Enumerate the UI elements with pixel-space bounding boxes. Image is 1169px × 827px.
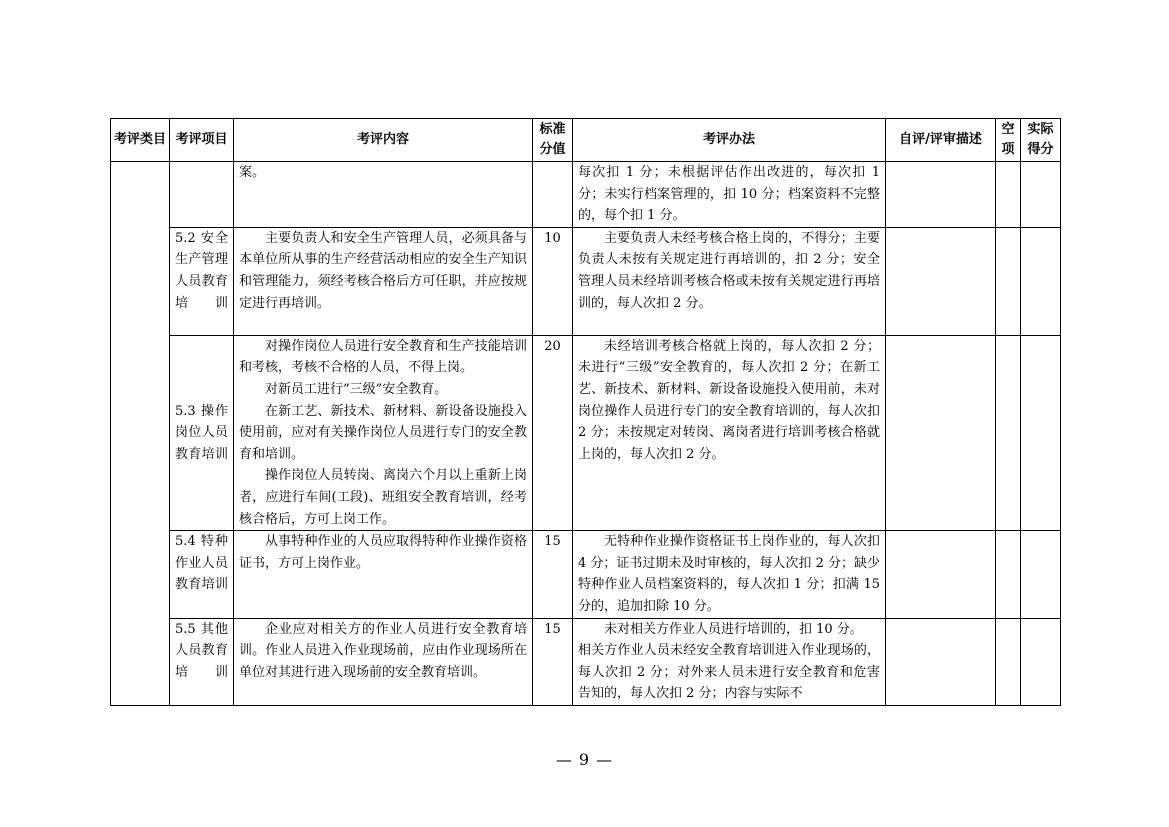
col-header-category: 考评类目 — [111, 119, 170, 162]
self-eval-cell[interactable] — [886, 618, 996, 705]
method-paragraph: 未经培训考核合格就上岗的，每人次扣 2 分；未进行“三级”安全教育的，每人次扣 2 分；在新工艺、新技术、新材料、新设备设施投入使用前，未对岗位操作人员进行专门的安全教育培训的，每人次扣 2 分；未按规定对转岗、离岗者进行培训考核合格就上岗的，每人次扣 2 分。 — [578, 338, 880, 462]
actual-score-cell[interactable] — [1021, 531, 1061, 618]
content-paragraph: 对新员工进行“三级”安全教育。 — [265, 381, 448, 397]
item-cell: 5.2 安全生产管理人员教育培训 — [170, 227, 234, 335]
item-cell: 5.5 其他人员教育培训 — [170, 618, 234, 705]
score-cell: 10 — [533, 227, 573, 335]
score-cell: 15 — [533, 618, 573, 705]
method-paragraph: 相关方作业人员未经安全教育培训进入作业现场的，每人次扣 2 分；对外来人员未进行安全教育和危害告知的，每人次扣 2 分；内容与实际不 — [578, 643, 880, 702]
content-cell — [234, 618, 533, 705]
method-clip — [578, 619, 880, 705]
actual-score-cell[interactable] — [1021, 335, 1061, 530]
col-header-score: 标准分值 — [533, 119, 573, 162]
category-cell — [111, 162, 170, 706]
actual-score-cell[interactable] — [1021, 162, 1061, 228]
blank-cell[interactable] — [996, 531, 1021, 618]
blank-cell[interactable] — [996, 227, 1021, 335]
table-row — [111, 227, 1061, 335]
method-paragraph: 未对相关方作业人员进行培训的，扣 10 分。 — [604, 621, 863, 637]
blank-cell[interactable] — [996, 618, 1021, 705]
item-cell — [170, 162, 234, 228]
content-cell — [234, 162, 533, 228]
content-cell — [234, 227, 533, 335]
blank-cell[interactable] — [996, 162, 1021, 228]
item-cell: 5.3 操作岗位人员教育培训 — [170, 335, 234, 530]
self-eval-cell[interactable] — [886, 162, 996, 228]
method-cell — [573, 531, 886, 618]
method-cell — [573, 162, 886, 228]
content-paragraph: 案。 — [239, 165, 266, 180]
table-row — [111, 618, 1061, 705]
method-cell — [573, 227, 886, 335]
method-cell — [573, 618, 886, 705]
method-paragraph: 每次扣 1 分；未根据评估作出改进的，每次扣 1 分；未实行档案管理的，扣 10 分；档案资料不完整的，每个扣 1 分。 — [578, 165, 880, 224]
content-cell — [234, 335, 533, 530]
score-cell: 20 — [533, 335, 573, 530]
score-cell: 15 — [533, 531, 573, 618]
col-header-actual: 实际得分 — [1021, 119, 1061, 162]
self-eval-cell[interactable] — [886, 335, 996, 530]
content-paragraph: 从事特种作业的人员应取得特种作业操作资格证书，方可上岗作业。 — [239, 534, 527, 571]
blank-cell[interactable] — [996, 335, 1021, 530]
content-paragraph: 对操作岗位人员进行安全教育和生产技能培训和考核，考核不合格的人员，不得上岗。 — [239, 338, 527, 376]
method-paragraph: 无特种作业操作资格证书上岗作业的，每人次扣 4 分；证书过期未及时审核的，每人次扣 2 分；缺少特种作业人员档案资料的，每人次扣 1 分；扣满 15 分的，追加扣除 10 分。 — [578, 534, 880, 614]
content-paragraph: 企业应对相关方的作业人员进行安全教育培训。作业人员进入作业现场前，应由作业现场所在单位对其进行进入现场前的安全教育培训。 — [239, 621, 527, 680]
self-eval-cell[interactable] — [886, 531, 996, 618]
score-cell — [533, 162, 573, 228]
method-paragraph: 主要负责人未经考核合格上岗的，不得分；主要负责人未按有关规定进行再培训的，扣 2 分；安全管理人员未经培训考核合格或未按有关规定进行再培训的，每人次扣 2 分。 — [578, 230, 880, 311]
item-cell: 5.4 特种作业人员教育培训 — [170, 531, 234, 618]
col-header-content: 考评内容 — [234, 119, 533, 162]
col-header-item: 考评项目 — [170, 119, 234, 162]
content-paragraph: 主要负责人和安全生产管理人员，必须具备与本单位所从事的生产经营活动相应的安全生产知识和管理能力，须经考核合格后方可任职，并应按规定进行再培训。 — [239, 230, 527, 311]
content-cell — [234, 531, 533, 618]
method-cell — [573, 335, 886, 530]
table-row — [111, 335, 1061, 530]
actual-score-cell[interactable] — [1021, 618, 1061, 705]
col-header-method: 考评办法 — [573, 119, 886, 162]
table-row — [111, 531, 1061, 618]
self-eval-cell[interactable] — [886, 227, 996, 335]
content-paragraph: 操作岗位人员转岗、离岗六个月以上重新上岗者，应进行车间(工段)、班组安全教育培训，经考核合格后，方可上岗工作。 — [239, 468, 527, 527]
col-header-blank: 空项 — [996, 119, 1021, 162]
evaluation-table — [110, 118, 1061, 706]
content-paragraph: 在新工艺、新技术、新材料、新设备设施投入使用前，应对有关操作岗位人员进行专门的安全教育和培训。 — [239, 403, 527, 462]
page-number: — 9 — — [555, 750, 614, 769]
col-header-self-eval: 自评/评审描述 — [886, 119, 996, 162]
table-row — [111, 162, 1061, 228]
header-row — [111, 119, 1061, 162]
actual-score-cell[interactable] — [1021, 227, 1061, 335]
